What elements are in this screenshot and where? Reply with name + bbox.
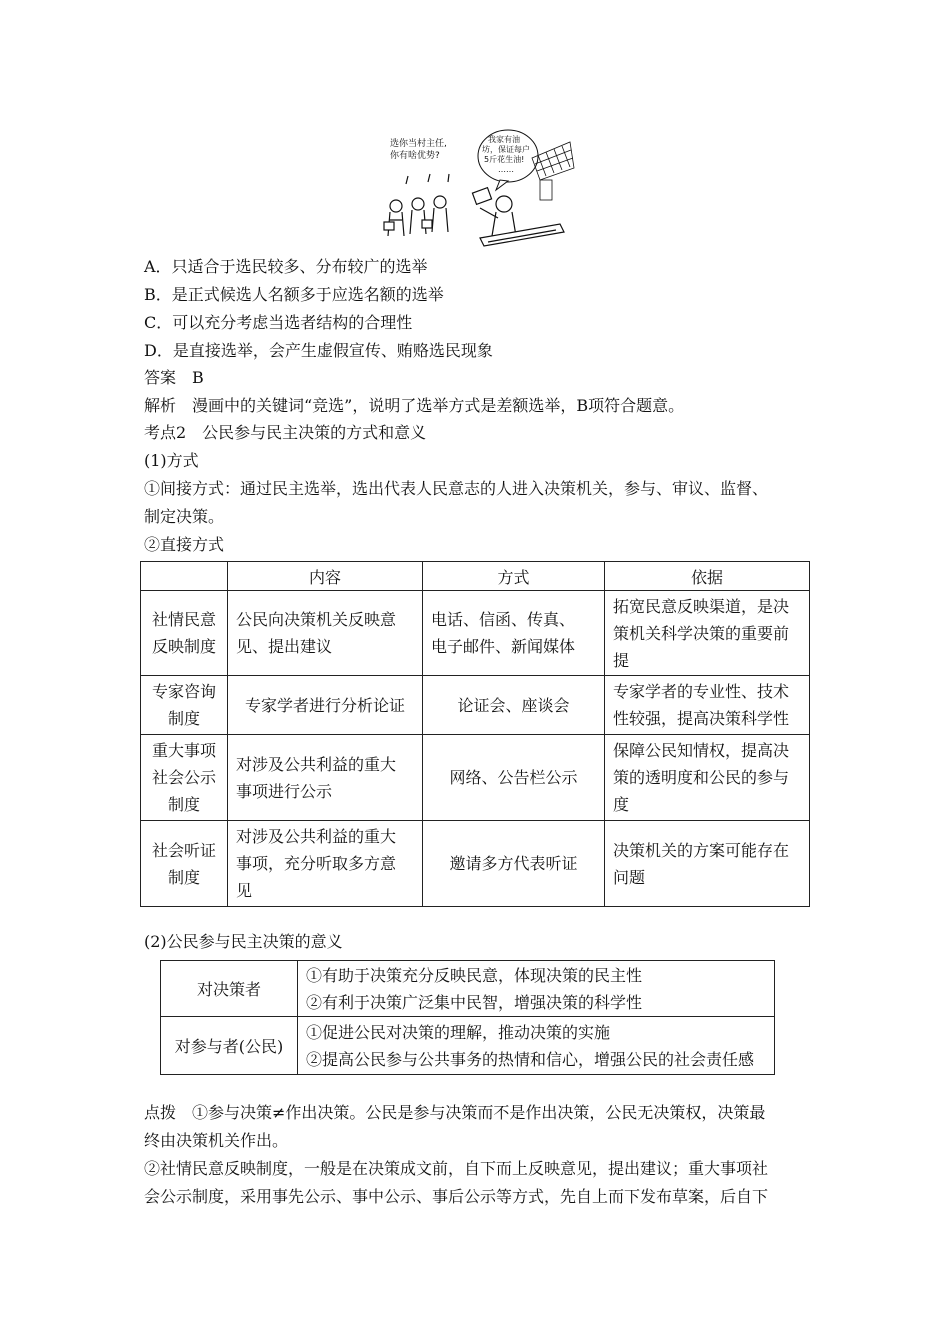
- audience-label-cell: 对参与者(公民): [161, 1017, 298, 1075]
- table-row: [161, 1017, 775, 1075]
- tip-line-2: 终由决策机关作出。: [144, 1131, 289, 1150]
- cartoon-left-bubble-line-1: 选你当村主任,: [390, 139, 447, 149]
- cartoon-right-bubble-line-4: ……: [498, 165, 514, 174]
- analysis-line: 解析 漫画中的关键词“竞选”，说明了选举方式是差额选举，B项符合题意。: [144, 396, 685, 415]
- basis-cell: 保障公民知情权，提高决 策的透明度和公民的参与 度: [605, 735, 810, 821]
- content-cell: 对涉及公共利益的重大 事项，充分听取多方意 见: [228, 821, 423, 907]
- system-name-cell: 社会听证 制度: [141, 821, 228, 907]
- table-row: [141, 676, 810, 735]
- method-cell: 邀请多方代表听证: [423, 821, 605, 907]
- method-cell: 网络、公告栏公示: [423, 735, 605, 821]
- option-d: D．是直接选举，会产生虚假宣传、贿赂选民现象: [144, 341, 493, 360]
- basis-cell: 拓宽民意反映渠道，是决 策机关科学决策的重要前 提: [605, 591, 810, 676]
- indirect-method-line-2: 制定决策。: [144, 507, 225, 526]
- cartoon-right-bubble-line-1: 我家有油: [488, 135, 520, 144]
- option-a: A．只适合于选民较多、分布较广的选举: [144, 257, 428, 276]
- table-row: [141, 591, 810, 676]
- election-cartoon-image: [380, 128, 576, 250]
- cartoon-right-bubble-line-3: 5斤花生油!: [484, 155, 525, 164]
- table-row: [141, 821, 810, 907]
- cartoon-right-bubble-line-2: 坊，保证每户: [482, 145, 530, 154]
- table-row: [141, 735, 810, 821]
- content-cell: 对涉及公共利益的重大 事项进行公示: [228, 735, 423, 821]
- content-cell: 公民向决策机关反映意 见、提出建议: [228, 591, 423, 676]
- direct-method-heading: ②直接方式: [144, 535, 225, 554]
- table-header-cell: 依据: [605, 562, 810, 591]
- tip-line-3: ②社情民意反映制度，一般是在决策成文前，自下而上反映意见，提出建议；重大事项社: [144, 1159, 769, 1178]
- table-header-cell: [141, 562, 228, 591]
- audience-label-cell: 对决策者: [161, 961, 298, 1017]
- cartoon-left-bubble-line-2: 你有啥优势?: [390, 151, 440, 161]
- method-cell: 电话、信函、传真、 电子邮件、新闻媒体: [423, 591, 605, 676]
- system-name-cell: 社情民意 反映制度: [141, 591, 228, 676]
- method-cell: 论证会、座谈会: [423, 676, 605, 735]
- basis-cell: 专家学者的专业性、技术 性较强，提高决策科学性: [605, 676, 810, 735]
- table-header-cell: 内容: [228, 562, 423, 591]
- subheading-significance: (2)公民参与民主决策的意义: [144, 932, 343, 951]
- table-header-row: [141, 562, 810, 591]
- indirect-method-line-1: ①间接方式：通过民主选举，选出代表人民意志的人进入决策机关，参与、审议、监督、: [144, 479, 769, 498]
- option-b: B．是正式候选人名额多于应选名额的选举: [144, 285, 444, 304]
- option-c: C．可以充分考虑当选者结构的合理性: [144, 313, 413, 332]
- system-name-cell: 重大事项 社会公示 制度: [141, 735, 228, 821]
- table-header-cell: 方式: [423, 562, 605, 591]
- tip-line-1: 点拨 ①参与决策≠作出决策。公民是参与决策而不是作出决策，公民无决策权，决策最: [144, 1103, 766, 1122]
- basis-cell: 决策机关的方案可能存在 问题: [605, 821, 810, 907]
- significance-items-cell: ①有助于决策充分反映民意，体现决策的民主性 ②有利于决策广泛集中民智，增强决策的科学性: [298, 961, 775, 1017]
- significance-items-cell: ①促进公民对决策的理解，推动决策的实施 ②提高公民参与公共事务的热情和信心，增强公民的社会责任感: [298, 1017, 775, 1075]
- answer-line: 答案 B: [144, 368, 204, 387]
- direct-methods-table: [140, 561, 810, 907]
- subheading-methods: (1)方式: [144, 451, 199, 470]
- system-name-cell: 专家咨询 制度: [141, 676, 228, 735]
- significance-table: [160, 960, 775, 1075]
- tip-line-4: 会公示制度，采用事先公示、事中公示、事后公示等方式，先自上而下发布草案，后自下: [144, 1187, 769, 1206]
- content-cell: 专家学者进行分析论证: [228, 676, 423, 735]
- section-title: 考点2 公民参与民主决策的方式和意义: [144, 423, 427, 442]
- table-row: [161, 961, 775, 1017]
